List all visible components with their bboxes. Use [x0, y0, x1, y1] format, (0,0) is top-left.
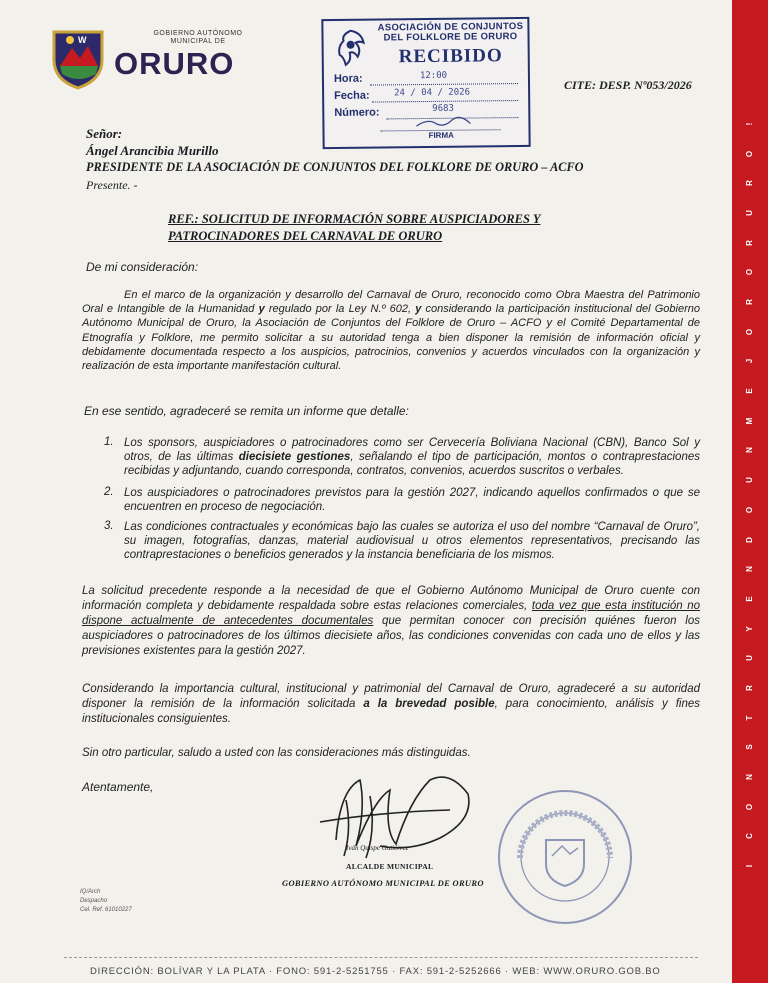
side-band-letter: O [745, 269, 754, 276]
reference-line1: REF.: SOLICITUD DE INFORMACIÓN SOBRE AUSPICIADORES Y [168, 212, 541, 226]
side-band-letter: O [745, 328, 754, 335]
stamp-hora-value: 12:00 [419, 70, 448, 82]
side-band-letter: R [745, 299, 754, 305]
stamp-numero-label: Número: [334, 106, 380, 119]
side-band-letter: O [745, 506, 754, 513]
stamp-logo-icon [329, 27, 371, 71]
stamp-org-line2: DEL FOLKLORE DE ORURO [383, 31, 518, 44]
side-band-letter: R [745, 239, 754, 246]
stamp-signature-icon [414, 115, 474, 130]
side-band-letter: T [745, 715, 754, 721]
side-band-letter: M [745, 417, 754, 425]
list-item-1-part1: Los sponsors, auspiciadores o patrocinadores como ser Cervecería Boliviana Nacional (CBN), Banco Sol y otros, de las últimas [124, 437, 700, 464]
paragraph-2-part1: La solicitud precedente responde a la necesidad de que el Gobierno Autónomo Municipal de Oruro cuente con información completa y debidamente respaldada sobre estas relaciones comerciales, [82, 585, 700, 612]
atentamente: Atentamente, [82, 780, 154, 794]
paragraph-1 [82, 288, 700, 373]
paragraph-2 [82, 584, 700, 659]
org-small-line2: MUNICIPAL DE [170, 38, 226, 45]
list-item-1 [124, 436, 700, 479]
stamp-org [377, 22, 523, 44]
paragraph-2-part2: que permitan conocer con precisión quiénes fueron los auspiciadores o patrocinadores de los últimos diecisiete años, las condiciones convenidas con cada uno de ellos y las previsiones existentes para la gestión 2027. [82, 615, 700, 657]
paragraph-1-part1: En el marco de la organización y desarrollo del Carnaval de Oruro, reconocido como Obra Maestra del Patrimonio Oral e Intangible de la Humanidad [82, 289, 700, 316]
list-item-3-number: 3. [104, 520, 114, 532]
cite-number: CITE: DESP. Nº053/2026 [564, 78, 692, 92]
signatory-government: GOBIERNO AUTÓNOMO MUNICIPAL DE ORURO [282, 878, 484, 888]
side-band-letter: S [745, 744, 754, 750]
side-band-letter: U [745, 477, 754, 484]
presente: Presente. - [86, 178, 138, 192]
stamp-fecha-line [372, 100, 518, 103]
list-item-1-number: 1. [104, 436, 114, 448]
side-band-letter: I [745, 864, 754, 868]
greeting: De mi consideración: [86, 260, 199, 274]
org-small-line1: GOBIERNO AUTÓNOMO [153, 30, 243, 37]
crest-icon [48, 26, 108, 90]
paragraph-2-underlined: toda vez que esta institución no dispone actualmente de antecedentes documentales [82, 600, 701, 627]
addressee-title: PRESIDENTE DE LA ASOCIACIÓN DE CONJUNTOS DEL FOLKLORE DE ORURO – ACFO [86, 160, 584, 174]
paragraph-3 [82, 682, 700, 727]
side-band-letter: J [745, 359, 754, 364]
stamp-numero-value: 9683 [432, 103, 455, 114]
stamp-org-line1: ASOCIACIÓN DE CONJUNTOS [377, 20, 524, 34]
list-intro: En ese sentido, agradeceré se remita un informe que detalle: [84, 404, 409, 418]
side-band-letter: R [745, 685, 754, 691]
stamp-fecha-label: Fecha: [334, 89, 370, 102]
list-item-1-bold: diecisiete gestiones [238, 451, 351, 464]
list-item-2-text: Los auspiciadores o patrocinadores previstos para la gestión 2027, indicando aquellos confirmados o que se encuentren en proceso de negociación. [124, 487, 700, 514]
side-band-letter: D [745, 536, 754, 543]
svg-text:W: W [78, 35, 87, 45]
note-line2: Despacho [80, 898, 108, 904]
salutation: Señor: [86, 126, 123, 141]
closing: Sin otro particular, saludo a usted con las consideraciones más distinguidas. [82, 747, 471, 759]
side-band-letter: E [745, 596, 754, 602]
side-band-letter: O [745, 803, 754, 810]
paragraph-1-part3: considerando la participación institucional del Gobierno Autónomo Municipal de Oruro, la Asociación de Conjuntos del Folklore de Oruro – ACFO y el Comité Departamental de Etnografía y Folklore, me permito solicitar a su autoridad tenga a bien disponer la remisión de información oficial y debidamente documentada respecto a los auspicios, patrocinios, convenios y acuerdos vinculados con la organización y realización de esta importante manifestación cultural. [82, 303, 700, 373]
note-line1: IQ/Arch [80, 889, 101, 895]
received-stamp [321, 17, 530, 149]
reference-notes [80, 888, 132, 915]
signature-icon [300, 760, 500, 870]
reference-line2: PATROCINADORES DEL CARNAVAL DE ORURO [168, 229, 443, 243]
org-name-small [118, 30, 278, 46]
stamp-title: RECIBIDO [398, 45, 503, 68]
stamp-hora-line [370, 83, 518, 86]
list-item-3-text: Las condiciones contractuales y económicas bajo las cuales se autoriza el uso del nombre “Carnaval de Oruro”, su imagen, fotografías, danzas, material audiovisual u otros elementos representativos, precisando las contraprestaciones o beneficios generados y la instancia beneficiaria de los mismos. [124, 521, 700, 562]
stamp-hora-label: Hora: [333, 72, 363, 85]
org-name-big: ORURO [114, 46, 235, 81]
side-band-letter: E [745, 388, 754, 394]
side-band-letter: U [745, 210, 754, 216]
side-band [732, 0, 768, 983]
side-band-letter: N [745, 447, 754, 454]
side-band-letter: C [745, 833, 754, 840]
signatory-name: Iván Quispe Gutiérrez [346, 844, 409, 852]
side-band-letter: ! [745, 122, 754, 126]
side-band-letter: O [745, 150, 754, 157]
note-line3: Cel. Ref. 61010227 [80, 907, 132, 913]
paragraph-3-part1: Considerando la importancia cultural, institucional y patrimonial del Carnaval de Oruro, agradeceré a su autoridad disponer la remisión de la información solicitada [82, 683, 700, 710]
signatory-role: ALCALDE MUNICIPAL [346, 862, 434, 871]
official-seal-icon [490, 782, 640, 932]
list-item-3 [124, 520, 700, 563]
side-band-letter: N [745, 774, 754, 780]
paragraph-1-bold: y [258, 303, 265, 316]
side-band-letter: Y [745, 625, 754, 632]
addressee-name: Ángel Arancibia Murillo [86, 143, 219, 158]
side-band-letter: U [745, 655, 754, 662]
list-item-2-number: 2. [104, 486, 114, 498]
side-band-letter: N [745, 566, 754, 573]
footer-contact: DIRECCIÓN: BOLÍVAR Y LA PLATA · FONO: 591-2-5251755 · FAX: 591-2-5252666 · WEB: WWW.ORURO.GOB.BO [90, 966, 661, 977]
paragraph-3-part2: , para conocimiento, análisis y fines institucionales consiguientes. [82, 698, 700, 725]
stamp-fecha-value: 24 / 04 / 2026 [394, 87, 471, 99]
stamp-firma-label: FIRMA [428, 130, 454, 140]
list-item-1-part2: , señalando el tipo de participación, montos o contraprestaciones recibidas y adjuntando, cuando corresponda, contratos, convenios, acuerdos suscritos o verbales. [124, 451, 700, 478]
paragraph-1-part2: regulado por la Ley N.º 602, [264, 303, 416, 316]
paragraph-3-bold: a la brevedad posible [363, 698, 495, 710]
municipal-logo [48, 24, 248, 94]
footer-divider [64, 957, 698, 958]
list-item-2 [124, 486, 700, 514]
side-band-letter: R [745, 180, 754, 187]
paragraph-1-bold2: y [415, 303, 422, 316]
